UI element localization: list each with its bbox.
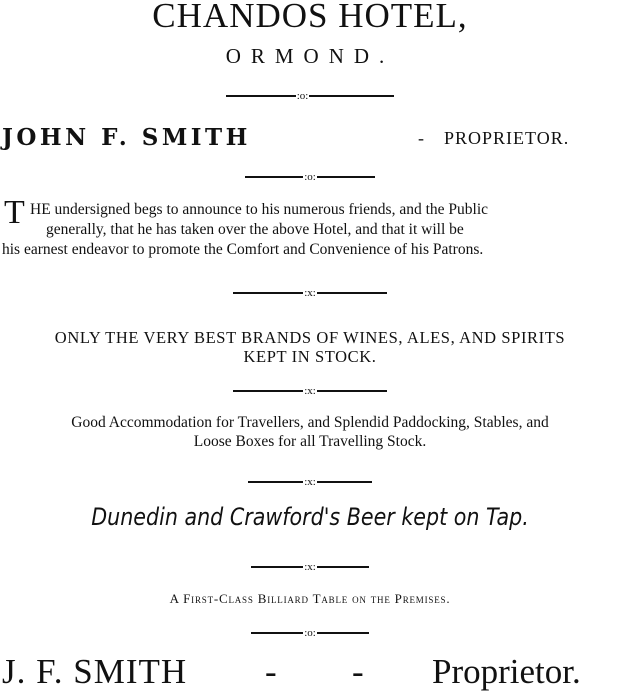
announcement-line-2: generally, that he has taken over the above Hotel, and that it will be — [46, 221, 464, 238]
billiard-notice: A First-Class Billiard Table on the Premises. — [169, 591, 451, 606]
divider-2 — [0, 171, 620, 183]
divider-mark: :x: — [304, 385, 316, 398]
hotel-name: CHANDOS HOTEL, — [152, 0, 468, 35]
divider-4 — [0, 385, 620, 397]
beer-notice: Dunedin and Crawford's Beer kept on Tap. — [91, 503, 529, 531]
divider-mark: :o: — [296, 90, 309, 103]
proprietor-dash: - — [418, 128, 424, 148]
wines-line-2: KEPT IN STOCK. — [243, 347, 377, 366]
divider-7 — [0, 627, 620, 639]
proprietor-name: JOHN F. SMITH — [2, 124, 251, 151]
divider-3 — [0, 287, 620, 299]
divider-mark: :o: — [304, 627, 316, 640]
divider-mark: :x: — [304, 287, 316, 300]
footer-dash: - — [352, 652, 364, 691]
proprietor-line — [0, 124, 620, 152]
divider-1 — [0, 90, 620, 102]
divider-6 — [0, 561, 620, 573]
divider-mark: :x: — [304, 476, 316, 489]
divider-mark: :o: — [304, 171, 316, 184]
accommodation-line-2: Loose Boxes for all Travelling Stock. — [193, 433, 427, 450]
wines-notice — [0, 328, 620, 366]
footer-signature — [0, 652, 620, 695]
announcement-line-1: HE undersigned begs to announce to his numerous friends, and the Public — [30, 201, 489, 218]
town-name: ORMOND. — [225, 44, 395, 68]
proprietor-title: PROPRIETOR. — [444, 128, 570, 148]
footer-title: Proprietor. — [432, 652, 581, 691]
announcement-line-3: his earnest endeavor to promote the Comfort and Convenience of his Patrons. — [2, 241, 484, 258]
accommodation-line-1: Good Accommodation for Travellers, and Splendid Paddocking, Stables, and — [71, 414, 549, 431]
footer-dash: - — [265, 652, 277, 691]
divider-5 — [0, 476, 620, 488]
divider-mark: :x: — [304, 561, 316, 574]
accommodation-notice — [0, 413, 620, 451]
footer-name: J. F. SMITH — [2, 652, 188, 691]
wines-line-1: ONLY THE VERY BEST BRANDS OF WINES, ALES, AND SPIRITS — [54, 328, 566, 347]
announcement-paragraph — [2, 194, 618, 260]
drop-cap: T — [4, 194, 25, 231]
